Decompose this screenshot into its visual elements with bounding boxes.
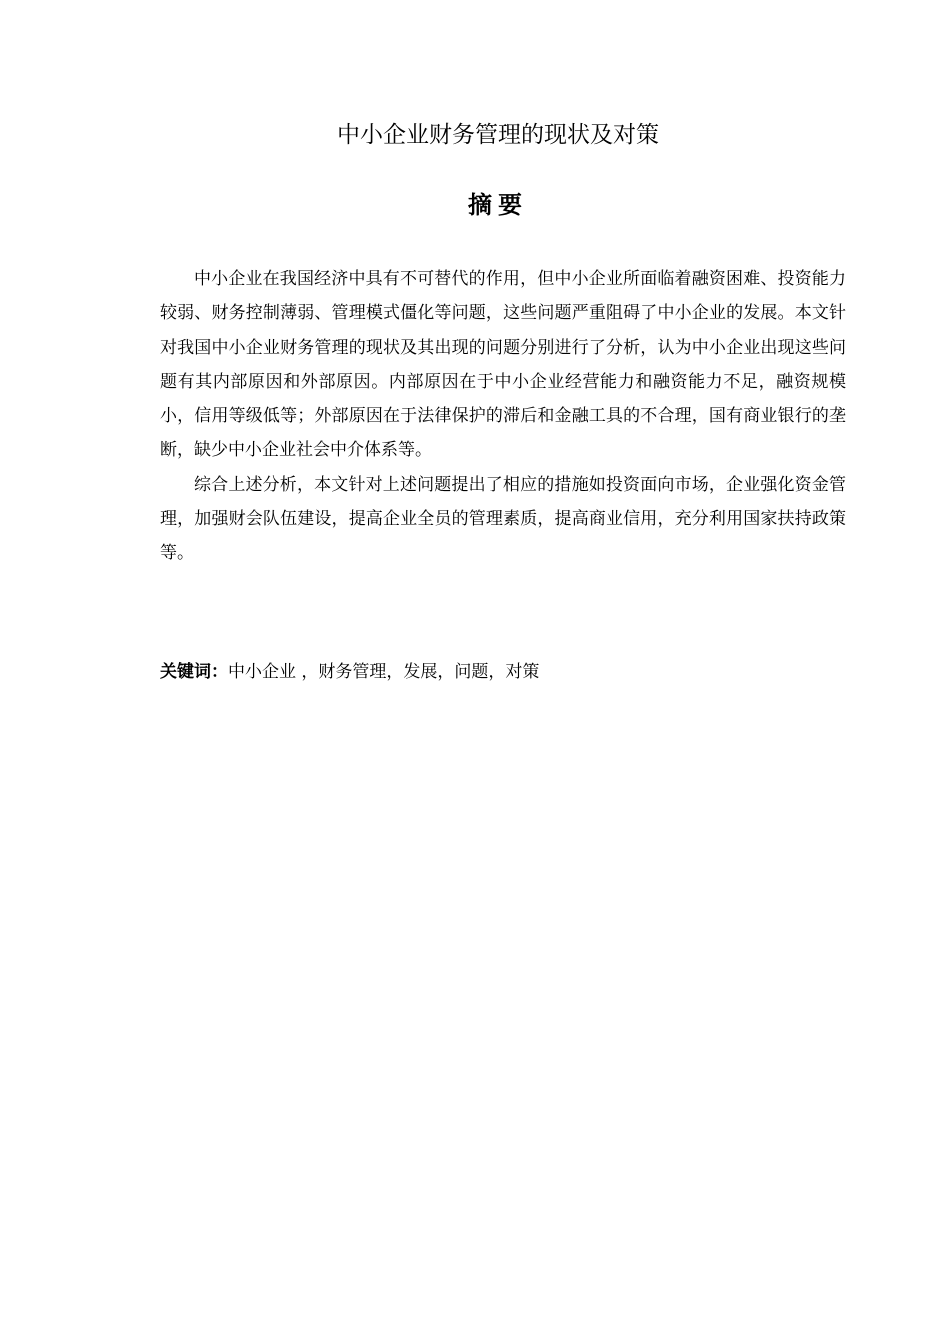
keywords-label: 关键词： xyxy=(160,662,228,682)
document-title: 中小企业财务管理的现状及对策 xyxy=(337,122,659,148)
abstract-body xyxy=(160,262,846,571)
abstract-paragraph-2: 综合上述分析，本文针对上述问题提出了相应的措施如投资面向市场，企业强化资金管理，加强财会队伍建设，提高企业全员的管理素质，提高商业信用，充分利用国家扶持政策等。 xyxy=(160,474,846,564)
abstract-paragraph-1: 中小企业在我国经济中具有不可替代的作用，但中小企业所面临着融资困难、投资能力较弱、财务控制薄弱、管理模式僵化等问题，这些问题严重阻碍了中小企业的发展。本文针对我国中小企业财务管理的现状及其出现的问题分别进行了分析，认为中小企业出现这些问题有其内部原因和外部原因。内部原因在于中小企业经营能力和融资能力不足，融资规模小，信用等级低等；外部原因在于法律保护的滞后和金融工具的不合理，国有商业银行的垄断，缺少中小企业社会中介体系等。 xyxy=(160,269,846,461)
abstract-heading: 摘要 xyxy=(468,191,528,219)
keywords-line xyxy=(160,656,850,688)
keywords-value: 中小企业 ，财务管理，发展，问题，对策 xyxy=(228,662,540,682)
